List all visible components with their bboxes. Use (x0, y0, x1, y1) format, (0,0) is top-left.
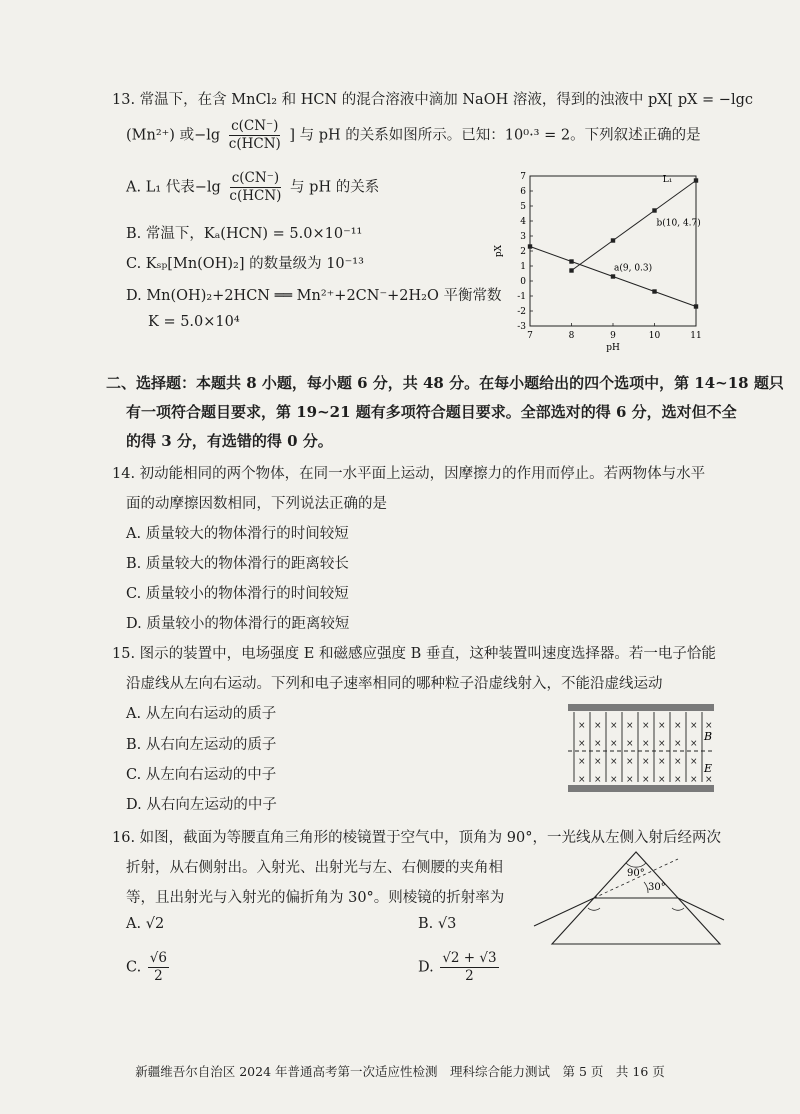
y-tick-label: 2 (520, 247, 526, 257)
x-tick-label: 11 (690, 331, 702, 341)
q16-optA-label: A. (126, 916, 142, 932)
q15-stem-line1: 15. 图示的装置中，电场强度 E 和磁感应强度 B 垂直，这种装置叫速度选择器。若一电子恰能 (112, 646, 716, 662)
x-tick-label: 9 (610, 331, 616, 341)
q13-optA-pre: A. L₁ 代表−lg (126, 179, 221, 196)
q16-optD-den: 2 (465, 967, 474, 984)
section2-line1: 二、选择题：本题共 8 小题，每小题 6 分，共 48 分。在每小题给出的四个选项中，第 14~18 题只 (106, 374, 784, 392)
svg-text:×: × (578, 757, 586, 767)
q14-option-d: D. 质量较小的物体滑行的距离较短 (126, 616, 350, 632)
q13-option-d-k: K = 5.0×10⁴ (148, 314, 240, 330)
x-axis-label: pH (606, 343, 620, 353)
q13-option-c: C. Kₛₚ[Mn(OH)₂] 的数量级为 10⁻¹³ (126, 256, 364, 272)
q13-frac-num: c(CN⁻) (231, 118, 279, 134)
q13-stem-line1: 13. 常温下，在含 MnCl₂ 和 HCN 的混合溶液中滴加 NaOH 溶液，得到的浊液中 pX[ pX = −lgc (112, 92, 753, 108)
q13-stem-line2 (126, 118, 701, 153)
q13-optA-frac-num: c(CN⁻) (231, 170, 280, 186)
svg-text:×: × (626, 757, 634, 767)
svg-text:×: × (578, 775, 586, 785)
series-label-l1: L₁ (662, 175, 673, 185)
q16-stem-line1: 16. 如图，截面为等腰直角三角形的棱镜置于空气中，顶角为 90°，一光线从左侧入射后经两次 (112, 830, 721, 846)
y-tick-label: 0 (520, 277, 526, 287)
q13-line2-pre: (Mn²⁺) 或−lg (126, 127, 221, 144)
y-tick-label: -3 (517, 322, 526, 332)
velocity-selector-diagram (566, 702, 718, 794)
y-tick-label: 7 (520, 172, 526, 182)
data-point (569, 259, 573, 263)
svg-text:×: × (674, 721, 682, 731)
svg-text:×: × (626, 721, 634, 731)
svg-text:×: × (642, 757, 650, 767)
magnetic-field-crosses (578, 721, 713, 785)
svg-text:×: × (626, 775, 634, 785)
y-tick-label: 3 (520, 232, 526, 242)
page-footer: 新疆维吾尔自治区 2024 年普通高考第一次适应性检测 理科综合能力测试 第 5 页 共 16 页 (135, 1064, 665, 1079)
label-e: E (704, 762, 713, 775)
section2-line2: 有一项符合题目要求，第 19~21 题有多项符合题目要求。全部选对的得 6 分，选对但不全 (126, 403, 737, 421)
q15-option-a: A. 从左向右运动的质子 (126, 706, 277, 722)
q16-optC-den: 2 (154, 967, 163, 984)
q16-optB-label: B. (418, 916, 434, 932)
data-point (528, 244, 532, 248)
svg-text:×: × (690, 739, 698, 749)
annotation-b: b(10, 4.7) (656, 218, 701, 229)
data-point (652, 208, 656, 212)
svg-text:×: × (674, 775, 682, 785)
deviation-angle-label: 30° (648, 882, 666, 893)
apex-angle-arc (626, 863, 646, 867)
prism-diagram (532, 846, 726, 950)
x-tick-label: 8 (568, 331, 575, 341)
q13-optA-fraction (227, 170, 283, 205)
annotation-a: a(9, 0.3) (614, 263, 653, 274)
incident-ray (534, 898, 594, 926)
q13-chart (492, 168, 714, 364)
q13-frac-den: c(HCN) (228, 135, 281, 152)
svg-text:×: × (642, 721, 650, 731)
left-angle-arc (588, 908, 600, 910)
svg-text:×: × (642, 775, 650, 785)
q16-option-b (418, 916, 456, 932)
x-tick-label: 7 (527, 331, 533, 341)
q13-option-d: D. Mn(OH)₂+2HCN ══ Mn²⁺+2CN⁻+2H₂O 平衡常数 (126, 288, 502, 304)
q16-optD-num: √2 + √3 (442, 950, 497, 966)
svg-text:×: × (705, 775, 713, 785)
y-tick-label: -1 (517, 292, 526, 302)
q16-option-a (126, 916, 164, 932)
svg-text:×: × (626, 739, 634, 749)
data-point (652, 289, 656, 293)
svg-text:×: × (674, 757, 682, 767)
q13-optA-frac-den: c(HCN) (229, 187, 282, 204)
svg-text:×: × (705, 721, 713, 731)
data-point (569, 268, 573, 272)
y-tick-label: 1 (520, 262, 526, 272)
q14-stem-line2: 面的动摩擦因数相同，下列说法正确的是 (126, 496, 387, 512)
q15-option-d: D. 从右向左运动的中子 (126, 797, 277, 813)
y-tick-label: 5 (520, 202, 526, 212)
q16-optB-value: √3 (437, 916, 457, 932)
q15-stem-line2: 沿虚线从左向右运动。下列和电子速率相同的哪种粒子沿虚线射入，不能沿虚线运动 (126, 676, 663, 692)
q16-optC-fraction (148, 950, 169, 985)
svg-text:×: × (658, 739, 666, 749)
svg-text:×: × (642, 739, 650, 749)
q16-optA-value: √2 (145, 916, 165, 932)
svg-text:×: × (610, 775, 618, 785)
data-point (611, 238, 615, 242)
svg-text:×: × (610, 757, 618, 767)
q13-optA-post: 与 pH 的关系 (290, 179, 380, 196)
q13-line2-post: ] 与 pH 的关系如图所示。已知：10⁰·³ = 2。下列叙述正确的是 (289, 127, 701, 144)
q14-option-a: A. 质量较大的物体滑行的时间较短 (126, 526, 349, 542)
y-tick-label: 4 (520, 217, 526, 227)
y-tick-label: 6 (520, 187, 526, 197)
data-point (611, 274, 615, 278)
svg-text:×: × (578, 721, 586, 731)
q16-stem-line3: 等，且出射光与入射光的偏折角为 30°。则棱镜的折射率为 (126, 890, 505, 906)
q16-optD-label: D. (418, 959, 434, 976)
y-axis-label: pX (494, 244, 504, 258)
svg-text:×: × (594, 757, 602, 767)
q15-option-b: B. 从右向左运动的质子 (126, 737, 277, 753)
label-b: B (704, 730, 713, 743)
top-plate (568, 704, 714, 711)
q14-stem-line1: 14. 初动能相同的两个物体，在同一水平面上运动，因摩擦力的作用而停止。若两物体与水平 (112, 466, 706, 482)
svg-text:×: × (578, 739, 586, 749)
svg-text:×: × (690, 721, 698, 731)
svg-text:×: × (594, 775, 602, 785)
svg-text:×: × (690, 757, 698, 767)
apex-angle-label: 90° (627, 868, 645, 879)
q16-optC-label: C. (126, 959, 142, 976)
data-point (694, 178, 698, 182)
emergent-ray (678, 898, 724, 920)
svg-text:×: × (690, 775, 698, 785)
svg-text:×: × (658, 775, 666, 785)
q15-option-c: C. 从左向右运动的中子 (126, 767, 277, 783)
q13-option-b: B. 常温下，Kₐ(HCN) = 5.0×10⁻¹¹ (126, 226, 363, 242)
y-tick-label: -2 (517, 307, 526, 317)
svg-text:×: × (674, 739, 682, 749)
svg-text:×: × (594, 739, 602, 749)
q16-optD-fraction (440, 950, 498, 985)
q16-stem-line2: 折射，从右侧射出。入射光、出射光与左、右侧腰的夹角相 (126, 860, 503, 876)
right-angle-arc (672, 908, 684, 910)
svg-text:×: × (594, 721, 602, 731)
svg-text:×: × (658, 757, 666, 767)
bottom-plate (568, 785, 714, 792)
data-point (694, 304, 698, 308)
q16-option-c (126, 950, 171, 985)
section2-line3: 的得 3 分，有选错的得 0 分。 (126, 432, 333, 450)
q16-optC-num: √6 (149, 950, 167, 966)
q14-option-b: B. 质量较大的物体滑行的距离较长 (126, 556, 349, 572)
x-tick-label: 10 (648, 331, 661, 341)
svg-text:×: × (610, 739, 618, 749)
q13-fraction (227, 118, 283, 153)
q14-option-c: C. 质量较小的物体滑行的时间较短 (126, 586, 349, 602)
q13-option-a (126, 170, 379, 205)
q16-option-d (418, 950, 501, 985)
svg-text:×: × (610, 721, 618, 731)
svg-text:×: × (658, 721, 666, 731)
